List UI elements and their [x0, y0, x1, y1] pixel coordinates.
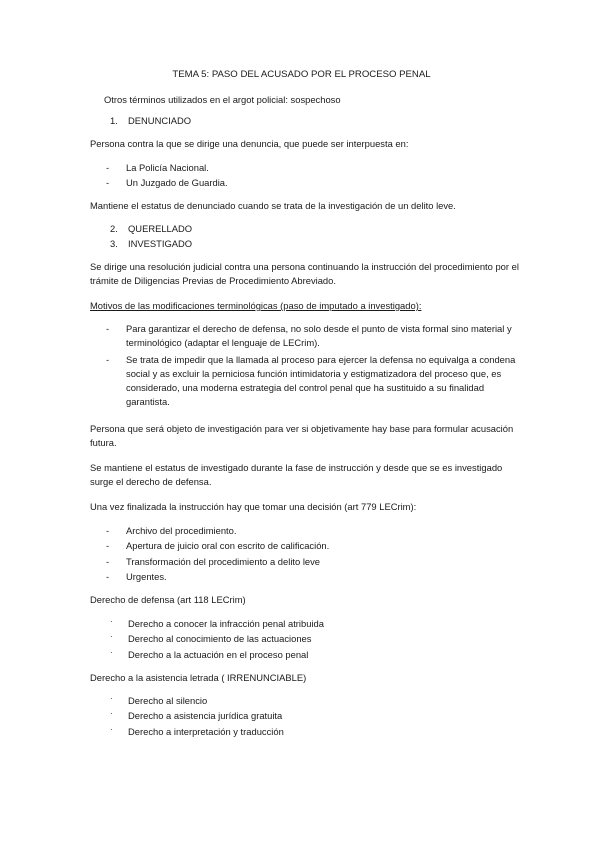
- page-title: TEMA 5: PASO DEL ACUSADO POR EL PROCESO PENAL: [172, 69, 431, 80]
- section-number: 1.: [110, 115, 118, 126]
- dash-marker: -: [106, 556, 110, 567]
- list-item-text: Un Juzgado de Guardia.: [126, 177, 228, 188]
- bullet-marker: ·: [110, 694, 113, 703]
- dash-marker: -: [106, 162, 110, 173]
- list-item: [110, 632, 510, 646]
- dash-marker: -: [106, 323, 110, 334]
- intro-text: Otros términos utilizados en el argot policial: sospechoso: [104, 94, 341, 105]
- section-denunciado: [110, 114, 191, 128]
- bullet-marker: ·: [110, 617, 113, 626]
- list-item: [106, 161, 516, 175]
- list-item-text: Archivo del procedimiento.: [126, 525, 237, 536]
- list-item: [106, 322, 516, 350]
- letrada-heading: Derecho a la asistencia letrada ( IRRENUNCIABLE): [90, 672, 307, 683]
- section-number: 2.: [110, 223, 118, 234]
- list-item-text: Derecho a la actuación en el proceso penal: [128, 649, 309, 660]
- bullet-marker: ·: [110, 709, 113, 718]
- list-item-text: La Policía Nacional.: [126, 162, 209, 173]
- list-item: [110, 617, 510, 631]
- denunciado-definition: Persona contra la que se dirige una denuncia, que puede ser interpuesta en:: [90, 138, 409, 149]
- investigado-paragraph-1: Persona que será objeto de investigación para ver si objetivamente hay base para formular acusación futura.: [90, 423, 514, 449]
- list-item-text: Derecho al conocimiento de las actuaciones: [128, 633, 312, 644]
- dash-marker: -: [106, 177, 110, 188]
- section-investigado: [110, 237, 192, 251]
- section-querellado: [110, 222, 192, 236]
- dash-marker: -: [106, 525, 110, 536]
- list-item-text: Para garantizar el derecho de defensa, no solo desde el punto de vista formal sino material y terminológico (adaptar el lenguaje de LECrim).: [126, 323, 512, 349]
- bullet-marker: ·: [110, 725, 113, 734]
- list-item: [106, 539, 516, 553]
- list-item-text: Urgentes.: [126, 571, 167, 582]
- motivos-heading: Motivos de las modificaciones terminológicas (paso de imputado a investigado):: [90, 300, 422, 311]
- list-item-text: Apertura de juicio oral con escrito de calificación.: [126, 540, 330, 551]
- dash-marker: -: [106, 540, 110, 551]
- section-label: QUERELLADO: [128, 223, 193, 234]
- investigado-paragraph-2: Se mantiene el estatus de investigado durante la fase de instrucción y desde que se es investigado surge el derecho de defensa.: [90, 462, 503, 488]
- decision-heading: Una vez finalizada la instrucción hay que tomar una decisión (art 779 LECrim):: [90, 501, 417, 512]
- list-item: [106, 176, 516, 190]
- list-item-text: Transformación del procedimiento a delito leve: [126, 556, 321, 567]
- dash-marker: -: [106, 354, 110, 365]
- list-item-text: Derecho a interpretación y traducción: [128, 726, 284, 737]
- list-item: [110, 648, 510, 662]
- list-item: [106, 524, 516, 538]
- list-item: [110, 725, 510, 739]
- list-item-text: Derecho a conocer la infracción penal atribuida: [128, 618, 324, 629]
- list-item: [110, 709, 510, 723]
- list-item-text: Derecho a asistencia jurídica gratuita: [128, 710, 283, 721]
- investigado-definition: Se dirige una resolución judicial contra una persona continuando la instrucción del procedimiento por el trámite de Diligencias Previas de Procedimiento Abreviado.: [90, 261, 519, 287]
- list-item: [110, 694, 510, 708]
- section-number: 3.: [110, 238, 118, 249]
- list-item-text: Derecho al silencio: [128, 695, 208, 706]
- dash-marker: -: [106, 571, 110, 582]
- defensa-heading: Derecho de defensa (art 118 LECrim): [90, 594, 246, 605]
- list-item: [106, 555, 516, 569]
- bullet-marker: ·: [110, 648, 113, 657]
- denunciado-note: Mantiene el estatus de denunciado cuando se trata de la investigación de un delito leve.: [90, 200, 456, 211]
- list-item: [106, 353, 516, 409]
- list-item: [106, 570, 516, 584]
- list-item-text: Se trata de impedir que la llamada al proceso para ejercer la defensa no equivalga a condena social y as excluir la perniciosa función intimidatoria y estigmatizadora del proceso que, es considerado, una moderna estrategia del control penal que ha sustituido a su finalidad garantista.: [126, 354, 516, 408]
- section-label: INVESTIGADO: [128, 238, 193, 249]
- section-label: DENUNCIADO: [128, 115, 192, 126]
- bullet-marker: ·: [110, 632, 113, 641]
